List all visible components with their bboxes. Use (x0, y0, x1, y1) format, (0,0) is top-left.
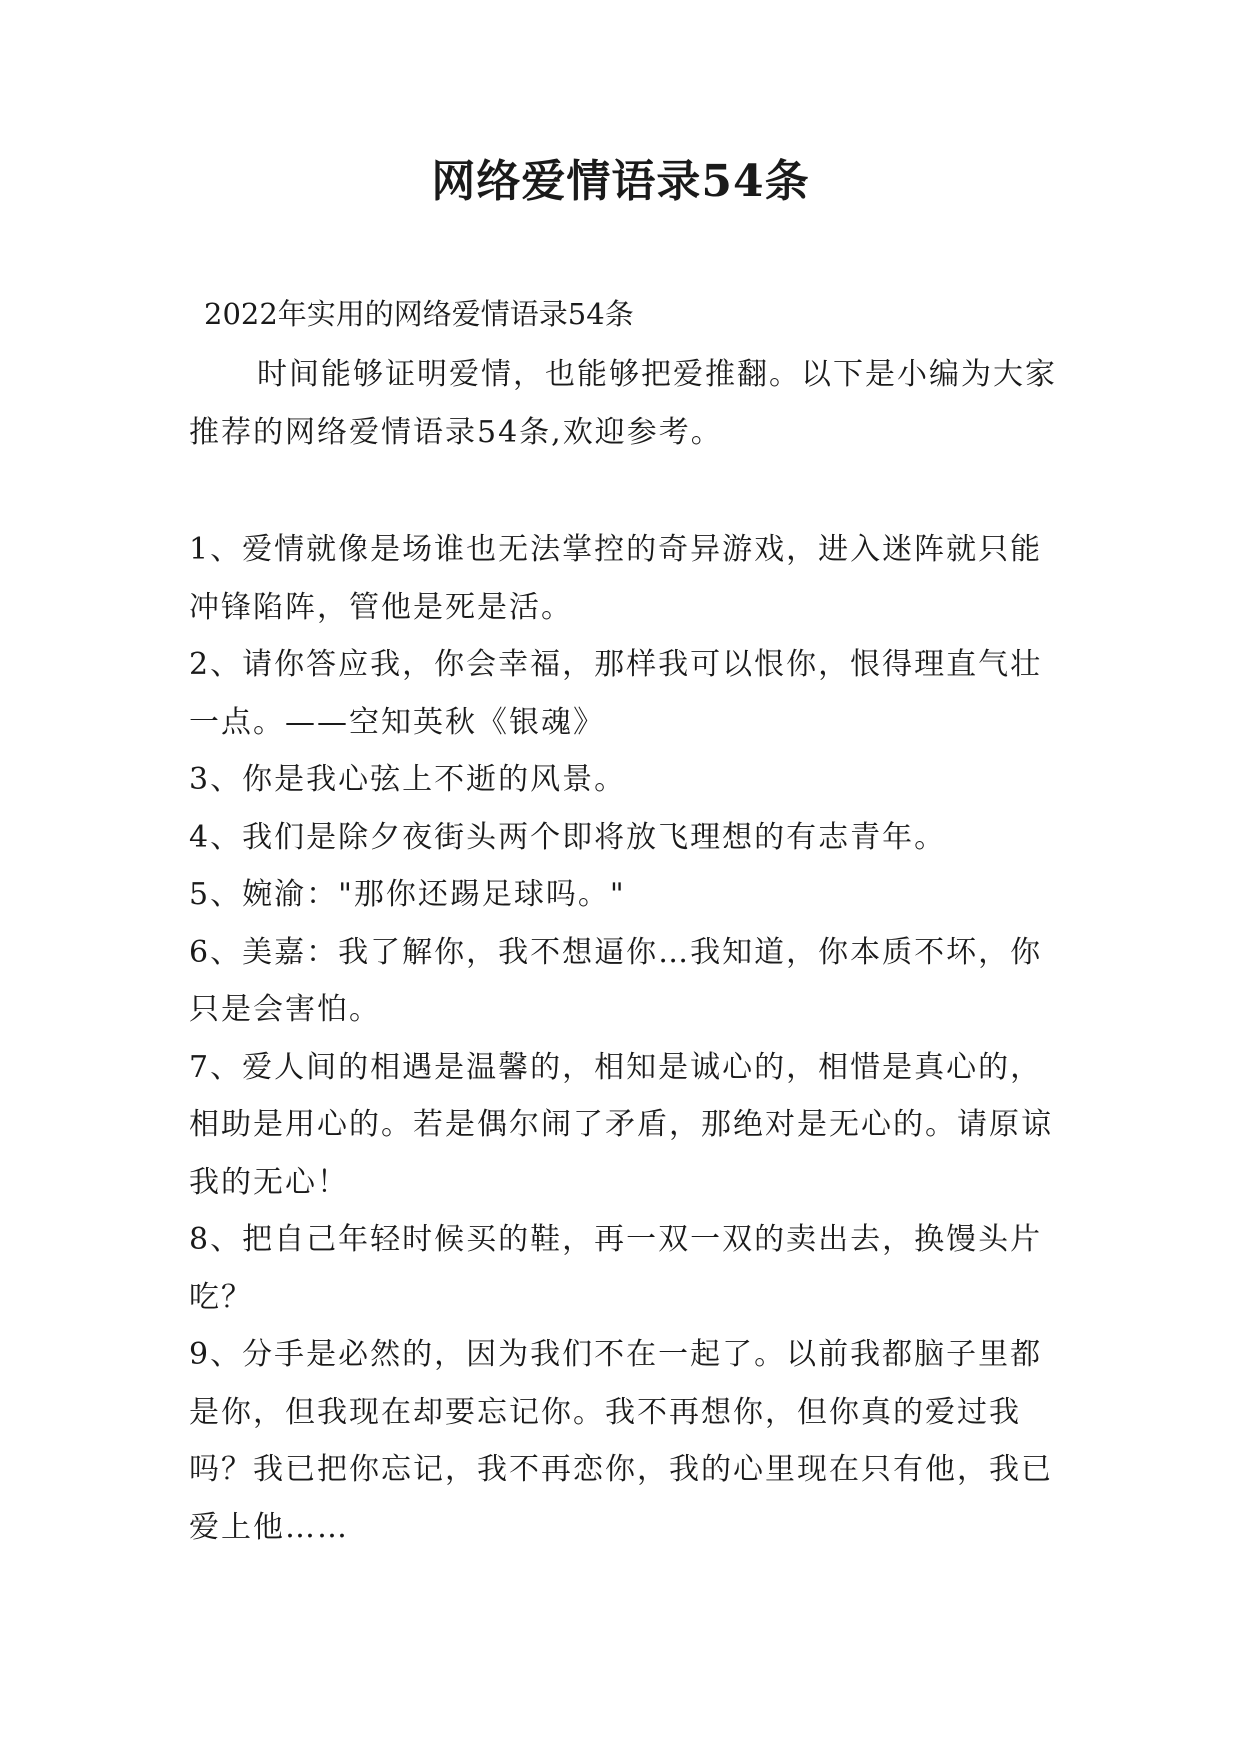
document-title: 网络爱情语录54条 (431, 156, 810, 207)
list-item: 4、我们是除夕夜街头两个即将放飞理想的有志青年。 (189, 819, 947, 855)
list-item: 3、你是我心弦上不逝的风景。 (189, 762, 627, 797)
list-item: 2、请你答应我，你会幸福，那样我可以恨你，恨得理直气壮一点。——空知英秋《银魂》 (189, 647, 1043, 740)
list-item: 7、爱人间的相遇是温馨的，相知是诚心的，相惜是真心的，相助是用心的。若是偶尔闹了矛盾，那绝对是无心的。请原谅我的无心！ (189, 1049, 1053, 1200)
intro-paragraph (189, 346, 1069, 461)
list-item: 9、分手是必然的，因为我们不在一起了。以前我都脑子里都是你，但我现在却要忘记你。我不再想你，但你真的爱过我吗？我已把你忘记，我不再恋你，我的心里现在只有他，我已爱上他…… (189, 1337, 1053, 1545)
quote-list (189, 521, 1069, 1556)
list-item: 6、美嘉：我了解你，我不想逼你…我知道，你本质不坏，你只是会害怕。 (189, 934, 1043, 1027)
intro-text: 时间能够证明爱情，也能够把爱推翻。以下是小编为大家推荐的网络爱情语录54条,欢迎参考。 (189, 357, 1057, 450)
list-item: 5、婉渝："那你还踢足球吗。" (189, 877, 626, 912)
list-item: 1、爱情就像是场谁也无法掌控的奇异游戏，进入迷阵就只能冲锋陷阵，管他是死是活。 (189, 532, 1043, 625)
list-item: 8、把自己年轻时候买的鞋，再一双一双的卖出去，换馒头片吃？ (189, 1222, 1043, 1315)
document-subtitle: 2022年实用的网络爱情语录54条 (204, 297, 634, 331)
